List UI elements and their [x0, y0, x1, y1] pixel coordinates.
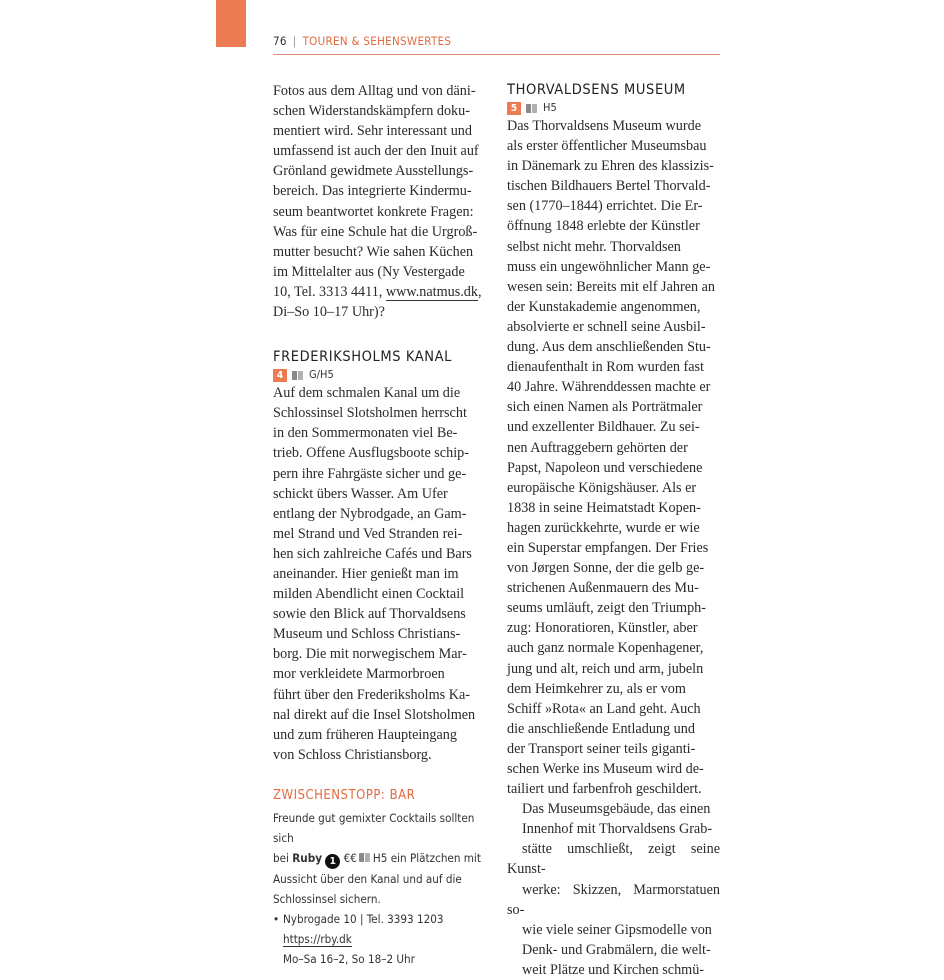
text-line: von Schloss Christiansborg.	[273, 746, 432, 763]
text-line: in den Sommermonaten viel Be-	[273, 425, 458, 442]
text-line: nal direkt auf die Insel Slotsholmen	[273, 706, 476, 723]
text-line: von Jørgen Sonne, der die gelb ge-	[507, 560, 705, 577]
venue-address: Nybrogade 10 | Tel. 3393 1203	[283, 911, 444, 926]
right-column	[507, 81, 720, 980]
text-line: pern ihre Fahrgäste sicher und ge-	[273, 465, 467, 482]
running-header	[273, 34, 720, 55]
text-line: und zum früheren Haupteingang	[273, 726, 457, 743]
page-number: 76	[273, 34, 287, 48]
text-line: Museum und Schloss Christians-	[273, 626, 461, 643]
map-grid-ref: H5	[372, 850, 388, 865]
text-line: in Dänemark zu Ehren des klassizis-	[507, 158, 714, 175]
venue-name: Ruby	[292, 850, 322, 865]
left-column	[273, 81, 486, 969]
text-fragment: bei	[273, 850, 289, 865]
text-line: Innenhof mit Thorvaldsens Grab-	[522, 821, 713, 838]
venue-details	[273, 909, 486, 969]
text-line	[273, 848, 486, 869]
text-line: weit Plätze und Kirchen schmü-	[522, 961, 705, 978]
price-level: €€	[343, 850, 357, 865]
text-fragment: 10, Tel. 3313 4411,	[273, 283, 383, 300]
text-line: seums umläuft, zeigt den Triumph-	[507, 600, 707, 617]
text-line: Fotos aus dem Alltag und von däni-	[273, 83, 476, 99]
venue-url-link[interactable]: https://rby.dk	[283, 931, 352, 946]
venue-hours: Mo–Sa 16–2, So 18–2 Uhr	[283, 951, 415, 966]
text-line: aneinander. Hier genießt man im	[273, 565, 459, 582]
text-line: im Mittelalter aus (Ny Vestergade	[273, 263, 465, 280]
header-separator: |	[292, 34, 297, 48]
text-line: strichenen Außenmauern des Mu-	[507, 580, 699, 597]
text-line: werke: Skizzen, Marmorstatuen so-	[507, 881, 720, 918]
stopover-heading: ZWISCHENSTOPP: BAR	[273, 787, 416, 803]
map-reference	[273, 367, 486, 383]
text-line: mor verkleidete Marmorbroen	[273, 666, 445, 683]
text-line: muss ein ungewöhnlicher Mann ge-	[507, 258, 711, 275]
text-line: öffnung 1848 erlebte der Künstler	[507, 218, 700, 235]
text-line: nen Auftraggebern gehörten der	[507, 439, 688, 456]
sight-number-badge: 4	[273, 369, 287, 382]
text-line: dienaufenthalt in Rom wurden fast	[507, 359, 704, 376]
text-line: auch ganz normale Kopenhagener,	[507, 640, 704, 657]
text-line: absolvierte er schnell seine Ausbil-	[507, 318, 706, 335]
text-fragment: ein Plätzchen mit	[390, 850, 481, 865]
text-line: Di–So 10–17 Uhr)?	[273, 304, 385, 321]
text-line: trieb. Offene Ausflugsboote schip-	[273, 445, 469, 462]
text-line: 40 Jahre. Währenddessen machte er	[507, 379, 711, 396]
text-line: schen Widerstandskämpfern doku-	[273, 103, 470, 120]
text-line: dem Heimkehrer zu, als er vom	[507, 680, 686, 697]
text-line: sen (1770–1844) errichtet. Die Er-	[507, 198, 703, 215]
text-line: wie viele seiner Gipsmodelle von	[522, 921, 712, 938]
map-grid-ref: H5	[543, 100, 557, 114]
text-line: als erster öffentlicher Museumsbau	[507, 138, 707, 155]
natmus-link[interactable]: www.natmus.dk	[385, 283, 478, 300]
thorvaldsens-body-2	[507, 799, 720, 980]
text-line: tischen Bildhauers Bertel Thorvald-	[507, 178, 711, 195]
section-title: TOUREN & SEHENSWERTES	[302, 34, 452, 48]
stopover-text	[273, 808, 486, 969]
text-line: milden Abendlicht einen Cocktail	[273, 586, 465, 603]
text-line: mel Strand und Ved Stranden rei-	[273, 525, 463, 542]
text-line: mutter besucht? Wie sahen Küchen	[273, 243, 474, 260]
text-line: Was für eine Schule hat die Urgroß-	[273, 223, 478, 240]
text-line: Das Thorvaldsens Museum wurde	[507, 118, 701, 134]
map-book-icon	[359, 852, 371, 863]
text-line: jung und alt, reich und arm, jubeln	[507, 660, 704, 677]
text-line	[273, 282, 486, 302]
text-line: schickt übers Wasser. Am Ufer	[273, 485, 448, 502]
text-line: hagen zurückkehrte, wurde er wie	[507, 519, 700, 536]
text-line: Schlossinsel sichern.	[273, 891, 381, 906]
text-line: dung. Aus dem anschließenden Stu-	[507, 339, 711, 356]
text-line: und exzellenter Bildhauer. Zu sei-	[507, 419, 700, 436]
venue-number-icon: 1	[325, 854, 340, 869]
text-line: Schiff »Rota« an Land geht. Auch	[507, 700, 701, 717]
frederiksholms-body	[273, 383, 486, 765]
text-line: bereich. Das integrierte Kindermu-	[273, 183, 472, 200]
text-line: europäische Königshäuser. Als er	[507, 479, 697, 496]
text-line: schen Werke ins Museum wird de-	[507, 761, 704, 777]
text-line: sich einen Namen als Porträtmaler	[507, 399, 703, 416]
intro-paragraph	[273, 81, 486, 322]
text-line: ein Superstar empfangen. Der Fries	[507, 539, 709, 556]
text-line: die anschließende Entladung und	[507, 720, 695, 737]
text-line: selbst nicht mehr. Thorvaldsen	[507, 238, 681, 255]
map-book-icon	[292, 370, 304, 381]
text-line: Freunde gut gemixter Cocktails sollten sich	[273, 810, 475, 845]
text-line: Das Museumsgebäude, das einen	[522, 801, 711, 818]
frederiksholms-heading: FREDERIKSHOLMS KANAL	[273, 349, 453, 366]
text-line: entlang der Nybrodgade, an Gam-	[273, 505, 467, 522]
text-line: Grönland gewidmete Ausstellungs-	[273, 163, 474, 180]
text-line: der Kunstakademie angenommen,	[507, 298, 701, 315]
text-line: Aussicht über den Kanal und auf die	[273, 871, 462, 886]
text-line: umfassend ist auch der den Inuit auf	[273, 143, 479, 160]
text-line: Auf dem schmalen Kanal um die	[273, 385, 461, 402]
text-line: seum beantwortet konkrete Fragen:	[273, 203, 474, 220]
text-line: 1838 in seine Heimatstadt Kopen-	[507, 499, 701, 516]
page-accent-tab	[216, 0, 246, 47]
text-line: der Transport seiner teils giganti-	[507, 740, 696, 757]
text-line: tailiert und farbenfroh geschildert.	[507, 781, 702, 798]
text-line: hen sich zahlreiche Cafés und Bars	[273, 545, 472, 562]
map-book-icon	[526, 103, 538, 114]
text-line: wesen sein: Bereits mit elf Jahren an	[507, 278, 716, 295]
map-grid-ref: G/H5	[309, 368, 334, 382]
text-line: stätte umschließt, zeigt seine Kunst-	[507, 841, 720, 878]
text-line: mentiert wird. Sehr interessant und	[273, 123, 472, 140]
text-line: borg. Die mit norwegischem Mar-	[273, 646, 467, 663]
text-line: führt über den Frederiksholms Ka-	[273, 686, 470, 703]
text-line: Papst, Napoleon und verschiedene	[507, 459, 703, 476]
thorvaldsens-heading: THORVALDSENS MUSEUM	[507, 82, 686, 98]
text-line: sowie den Blick auf Thorvaldsens	[273, 606, 466, 623]
sight-number-badge: 5	[507, 102, 521, 115]
punctuation: ,	[478, 283, 482, 300]
text-line: Denk- und Grabmälern, die welt-	[522, 941, 711, 958]
text-line: zug: Honoratioren, Künstler, aber	[507, 620, 698, 637]
thorvaldsens-body	[507, 116, 720, 799]
list-item	[273, 909, 486, 969]
map-reference	[507, 100, 720, 116]
text-line: Schlossinsel Slotsholmen herrscht	[273, 405, 467, 422]
